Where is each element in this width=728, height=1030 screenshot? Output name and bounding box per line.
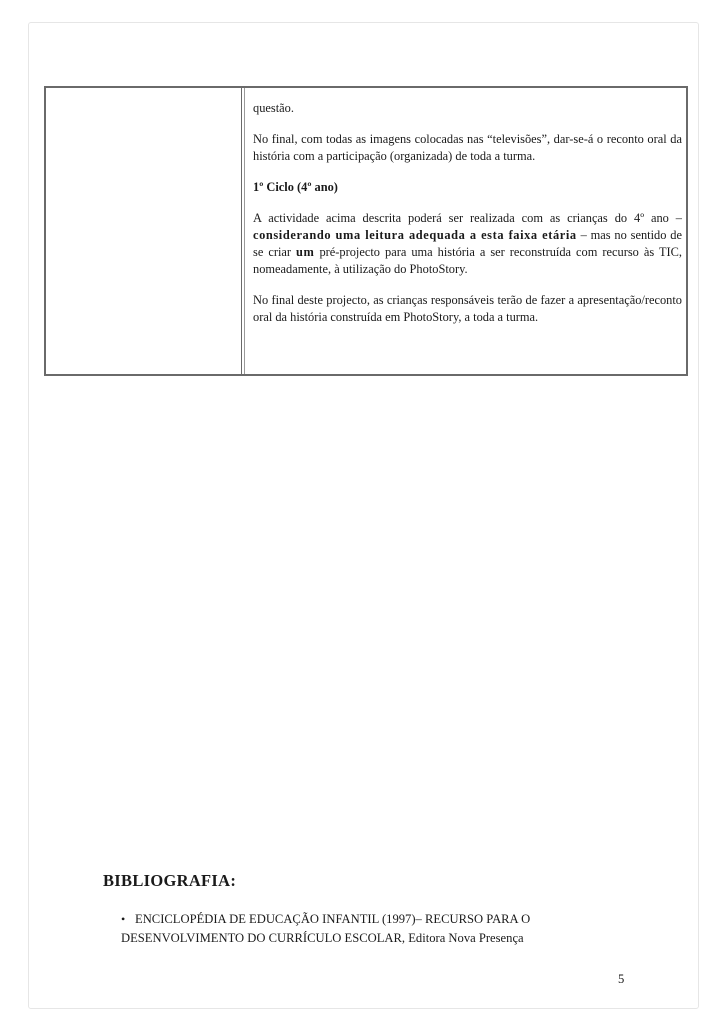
- cell-paragraph-3-emphasis: considerando uma leitura adequada a esta faixa etária: [253, 228, 577, 242]
- bibliography-item-text: ENCICLOPÉDIA DE EDUCAÇÃO INFANTIL (1997)– RECURSO PARA O DESENVOLVIMENTO DO CURRÍCULO ESCOLAR, Editora Nova Presença: [121, 912, 531, 945]
- table-right-cell: [253, 100, 682, 326]
- bibliography-item: [121, 910, 641, 948]
- table-column-divider: [241, 88, 242, 374]
- cell-paragraph-4: No final deste projecto, as crianças responsáveis terão de fazer a apresentação/reconto oral da história construída em PhotoStory, a toda a turma.: [253, 293, 682, 324]
- cell-paragraph-3-part-c: pré-projecto para uma história a ser reconstruída com recurso às TIC, nomeadamente, à utilização do PhotoStory.: [253, 245, 682, 276]
- bullet-icon: •: [121, 912, 126, 926]
- content-table: [44, 86, 688, 376]
- cell-paragraph-3-um: um: [296, 245, 315, 259]
- page-number: 5: [618, 972, 625, 986]
- table-column-divider-inner: [244, 88, 245, 374]
- cell-paragraph-3: [253, 210, 682, 278]
- cell-paragraph-3-part-b: – mas no sentido de se criar: [253, 228, 682, 259]
- cell-heading: 1º Ciclo (4º ano): [253, 180, 338, 194]
- bibliography-title: BIBLIOGRAFIA:: [103, 871, 237, 890]
- cell-paragraph-2: No final, com todas as imagens colocadas nas “televisões”, dar-se-á o reconto oral da história com a participação (organizada) de toda a turma.: [253, 132, 682, 163]
- cell-paragraph-1: questão.: [253, 101, 294, 115]
- cell-paragraph-3-part-a: A actividade acima descrita poderá ser realizada com as crianças do 4º ano –: [253, 211, 682, 225]
